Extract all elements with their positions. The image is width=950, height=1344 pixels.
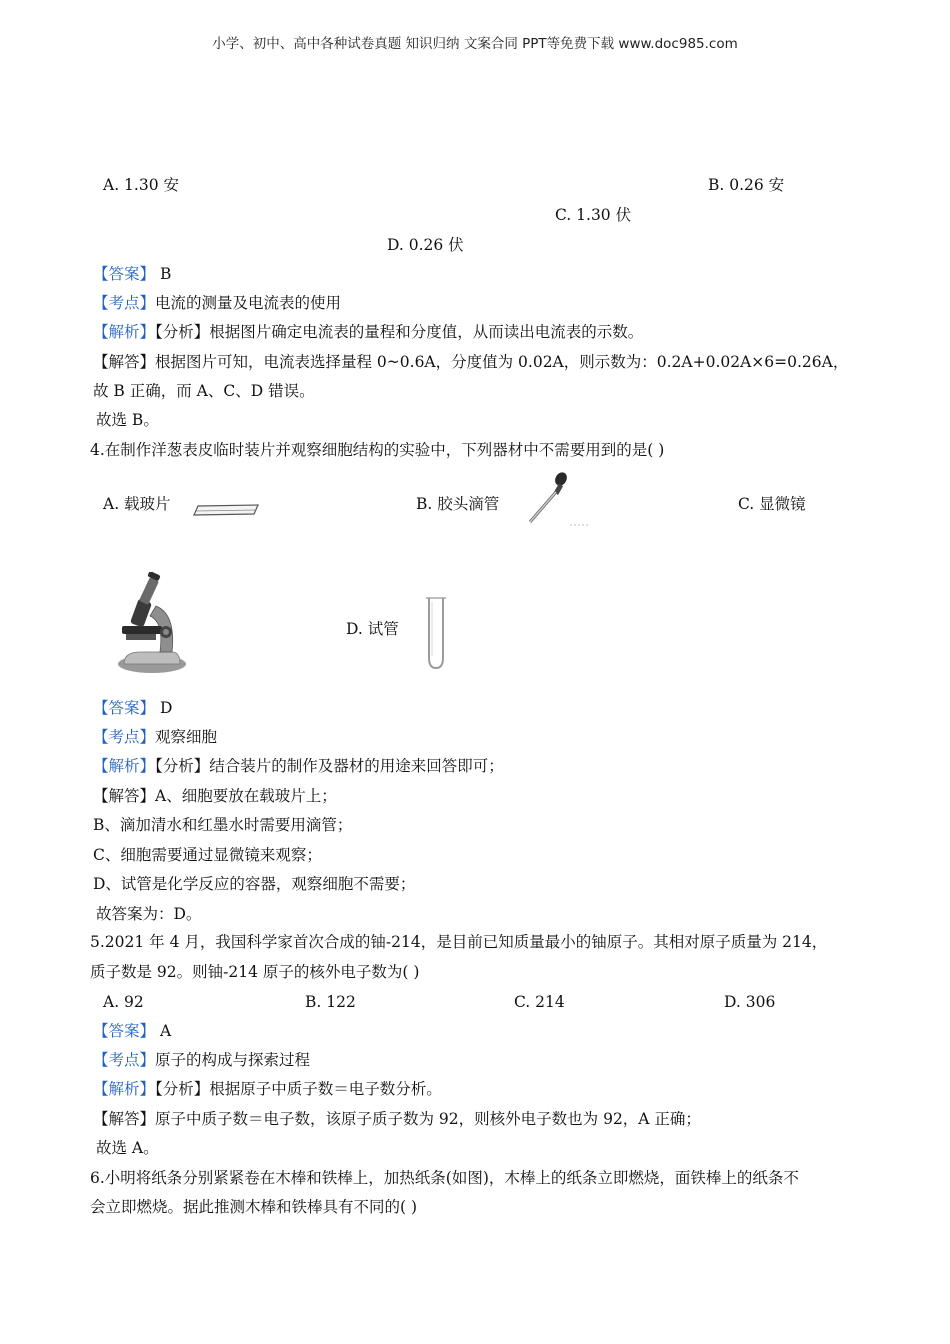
- q4-stem: 4.在制作洋葱表皮临时装片并观察细胞结构的实验中，下列器材中不需要用到的是( ): [90, 441, 665, 459]
- answer-tag: 【答案】: [93, 1022, 156, 1040]
- q5-analysis-line: [93, 1079, 442, 1099]
- analysis-tag: 【解析】: [93, 757, 156, 775]
- q4-analysis-line: [93, 756, 504, 776]
- point-value: 原子的构成与探索过程: [155, 1051, 311, 1069]
- page-header: 小学、初中、高中各种试卷真题 知识归纳 文案合同 PPT等免费下载 www.doc985.com: [212, 36, 738, 52]
- q5-point-line: [93, 1050, 310, 1070]
- point-value: 电流的测量及电流表的使用: [155, 294, 342, 312]
- analysis-tag: 【解析】: [93, 323, 156, 341]
- q3-option-b: B. 0.26 安: [708, 176, 785, 194]
- q3-option-c: C. 1.30 伏: [555, 206, 632, 224]
- point-tag: 【考点】: [93, 1051, 156, 1069]
- test-tube-icon: [424, 594, 448, 672]
- q3-option-a: A. 1.30 安: [103, 176, 179, 194]
- analysis-tag: 【解析】: [93, 1080, 156, 1098]
- q5-solve: 【解答】原子中质子数＝电子数，该原子质子数为 92，则核外电子数也为 92，A 正确；: [93, 1110, 701, 1128]
- dropper-icon: [518, 470, 590, 528]
- answer-value: D: [155, 699, 173, 717]
- q6-stem-line2: 会立即燃烧。据此推测木棒和铁棒具有不同的( ): [90, 1198, 418, 1216]
- q4-option-c: C. 显微镜: [738, 495, 806, 513]
- q4-answer-line: [93, 698, 172, 718]
- q5-choose: 故选 A。: [96, 1139, 159, 1157]
- q5-stem-line2: 质子数是 92。则铀-214 原子的核外电子数为( ): [90, 963, 420, 981]
- q3-point-line: [93, 293, 341, 313]
- q3-solve-line2: 故 B 正确，而 A、C、D 错误。: [93, 382, 315, 400]
- q4-choose: 故答案为：D。: [96, 905, 202, 923]
- answer-tag: 【答案】: [93, 699, 156, 717]
- q4-option-d: D. 试管: [346, 620, 399, 638]
- analysis-value: 【分析】根据原子中质子数＝电子数分析。: [155, 1080, 442, 1098]
- q5-option-d: D. 306: [724, 993, 776, 1011]
- point-tag: 【考点】: [93, 728, 156, 746]
- answer-tag: 【答案】: [93, 265, 156, 283]
- answer-value: A: [155, 1022, 172, 1040]
- q6-stem-line1: 6.小明将纸条分别紧紧卷在木棒和铁棒上，加热纸条(如图)，木棒上的纸条立即燃烧，面铁棒上的纸条不: [90, 1169, 799, 1187]
- q5-option-a: A. 92: [103, 993, 144, 1011]
- q5-stem-line1: 5.2021 年 4 月，我国科学家首次合成的铀-214，是目前已知质量最小的铀原子。其相对原子质量为 214，: [90, 933, 828, 951]
- q4-point-line: [93, 727, 217, 747]
- q3-choose: 故选 B。: [96, 411, 159, 429]
- point-value: 观察细胞: [155, 728, 218, 746]
- point-tag: 【考点】: [93, 294, 156, 312]
- analysis-value: 【分析】根据图片确定电流表的量程和分度值，从而读出电流表的示数。: [155, 323, 644, 341]
- q4-solve-a: 【解答】A、细胞要放在载玻片上；: [93, 787, 337, 805]
- q4-solve-c: C、细胞需要通过显微镜来观察；: [93, 846, 322, 864]
- q4-solve-b: B、滴加清水和红墨水时需要用滴管；: [93, 816, 353, 834]
- q3-analysis-line: [93, 322, 643, 342]
- q5-answer-line: [93, 1021, 171, 1041]
- q5-option-c: C. 214: [514, 993, 565, 1011]
- q5-option-b: B. 122: [305, 993, 356, 1011]
- microscope-icon: [110, 572, 192, 676]
- q3-solve-line1: 【解答】根据图片可知，电流表选择量程 0~0.6A，分度值为 0.02A，则示数为：0.2A+0.02A×6=0.26A，: [93, 353, 849, 371]
- analysis-value: 【分析】结合装片的制作及器材的用途来回答即可；: [155, 757, 504, 775]
- q4-option-a: A. 载玻片: [103, 495, 171, 513]
- q4-option-b: B. 胶头滴管: [416, 495, 500, 513]
- q3-option-d: D. 0.26 伏: [387, 236, 464, 254]
- glass-slide-icon: [192, 500, 262, 520]
- q4-solve-d: D、试管是化学反应的容器，观察细胞不需要；: [93, 875, 416, 893]
- q3-answer-line: [93, 264, 171, 284]
- answer-value: B: [155, 265, 172, 283]
